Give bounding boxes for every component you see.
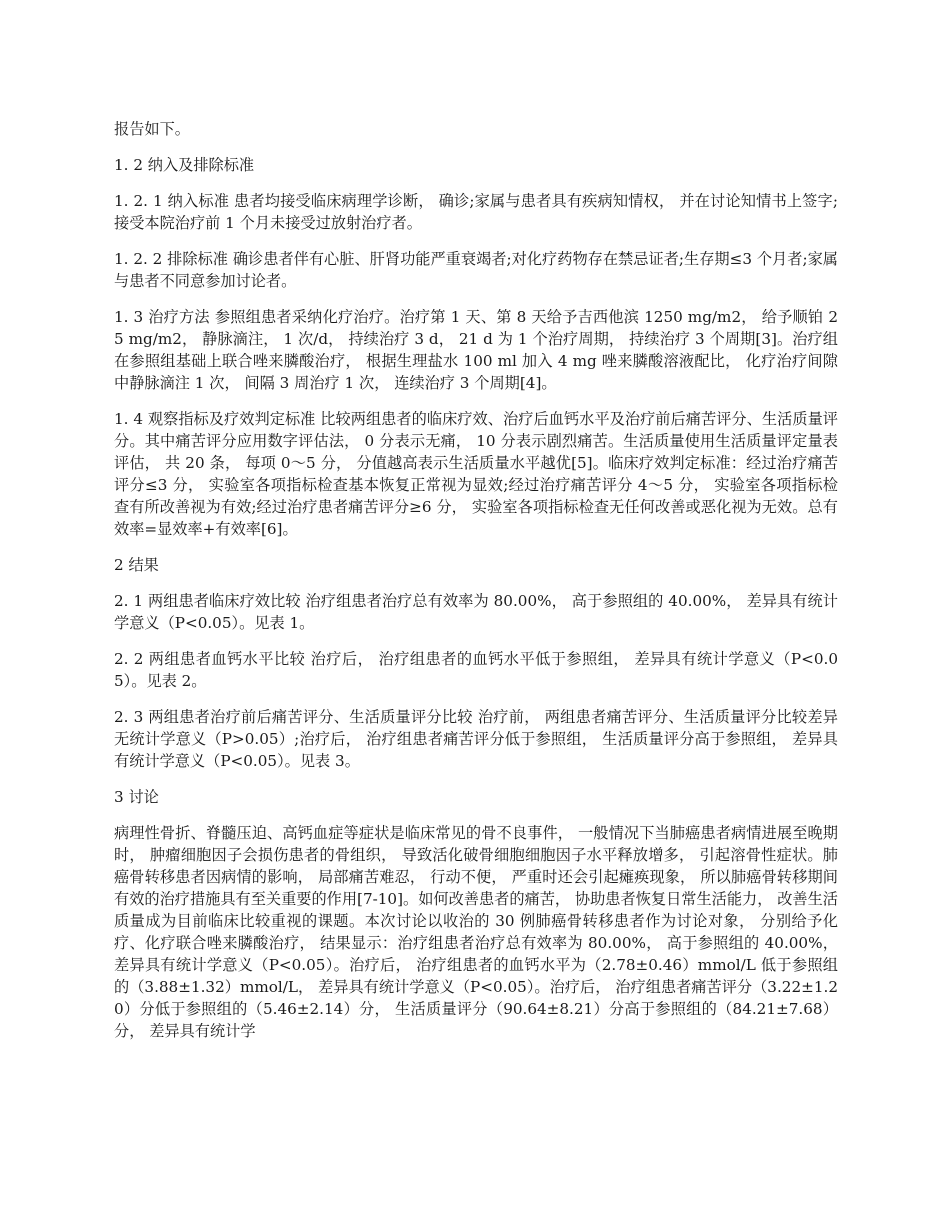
document-body [114, 118, 838, 1056]
section-heading-discussion: 3 讨论 [114, 788, 159, 806]
paragraph-observation-indicators: 1. 4 观察指标及疗效判定标准 比较两组患者的临床疗效、治疗后血钙水平及治疗前后痛苦评分、生活质量评分。其中痛苦评分应用数字评估法， 0 分表示无痛， 10 分表示剧烈痛苦。生活质量使用生活质量评定量表评估， 共 20 条， 每项 0～5 分， 分值越高表示生活质量水平越优[5]。临床疗效判定标准：经过治疗痛苦评分≤3 分， 实验室各项指标检查基本恢复正常视为显效;经过治疗痛苦评分 4～5 分， 实验室各项指标检查有所改善视为有效;经过治疗患者痛苦评分≥6 分， 实验室各项指标检查无任何改善或恶化视为无效。总有效率=显效率+有效率[6]。 [114, 410, 838, 538]
paragraph-result-calcium: 2. 2 两组患者血钙水平比较 治疗后， 治疗组患者的血钙水平低于参照组， 差异具有统计学意义（P<0.05）。见表 2。 [114, 650, 838, 690]
paragraph-treatment-method: 1. 3 治疗方法 参照组患者采纳化疗治疗。治疗第 1 天、第 8 天给予吉西他滨 1250 mg/m2， 给予顺铂 25 mg/m2， 静脉滴注， 1 次/d， 持续治疗 3 d， 21 d 为 1 个治疗周期， 持续治疗 3 个周期[3]。治疗组在参照组基础上联合唑来膦酸治疗， 根据生理盐水 100 ml 加入 4 mg 唑来膦酸溶液配比， 化疗治疗间隙中静脉滴注 1 次， 间隔 3 周治疗 1 次， 连续治疗 3 个周期[4]。 [114, 308, 838, 392]
paragraph-inclusion-criteria: 1. 2. 1 纳入标准 患者均接受临床病理学诊断， 确诊;家属与患者具有疾病知情权， 并在讨论知情书上签字;接受本院治疗前 1 个月未接受过放射治疗者。 [114, 192, 838, 232]
paragraph-exclusion-criteria: 1. 2. 2 排除标准 确诊患者伴有心脏、肝肾功能严重衰竭者;对化疗药物存在禁忌证者;生存期≤3 个月者;家属与患者不同意参加讨论者。 [114, 250, 838, 290]
paragraph-intro: 报告如下。 [114, 120, 190, 138]
paragraph-discussion: 病理性骨折、脊髓压迫、高钙血症等症状是临床常见的骨不良事件， 一般情况下当肺癌患者病情进展至晚期时， 肿瘤细胞因子会损伤患者的骨组织， 导致活化破骨细胞细胞因子水平释放增多， 引起溶骨性症状。肺癌骨转移患者因病情的影响， 局部痛苦难忍， 行动不便， 严重时还会引起瘫痪现象， 所以肺癌骨转移期间有效的治疗措施具有至关重要的作用[7-10]。如何改善患者的痛苦， 协助患者恢复日常生活能力， 改善生活质量成为目前临床比较重视的课题。本次讨论以收治的 30 例肺癌骨转移患者作为讨论对象， 分别给予化疗、化疗联合唑来膦酸治疗， 结果显示：治疗组患者治疗总有效率为 80.00%， 高于参照组的 40.00%， 差异具有统计学意义（P<0.05）。治疗后， 治疗组患者的血钙水平为（2.78±0.46）mmol/L 低于参照组的（3.88±1.32）mmol/L， 差异具有统计学意义（P<0.05）。治疗后， 治疗组患者痛苦评分（3.22±1.20）分低于参照组的（5.46±2.14）分， 生活质量评分（90.64±8.21）分高于参照组的（84.21±7.68）分， 差异具有统计学 [114, 824, 838, 1040]
paragraph-result-efficacy: 2. 1 两组患者临床疗效比较 治疗组患者治疗总有效率为 80.00%， 高于参照组的 40.00%， 差异具有统计学意义（P<0.05）。见表 1。 [114, 592, 838, 632]
section-heading-results: 2 结果 [114, 556, 159, 574]
section-heading-inclusion-exclusion: 1. 2 纳入及排除标准 [114, 156, 255, 174]
paragraph-result-pain-quality: 2. 3 两组患者治疗前后痛苦评分、生活质量评分比较 治疗前， 两组患者痛苦评分、生活质量评分比较差异无统计学意义（P>0.05）;治疗后， 治疗组患者痛苦评分低于参照组， 生活质量评分高于参照组， 差异具有统计学意义（P<0.05）。见表 3。 [114, 708, 838, 770]
